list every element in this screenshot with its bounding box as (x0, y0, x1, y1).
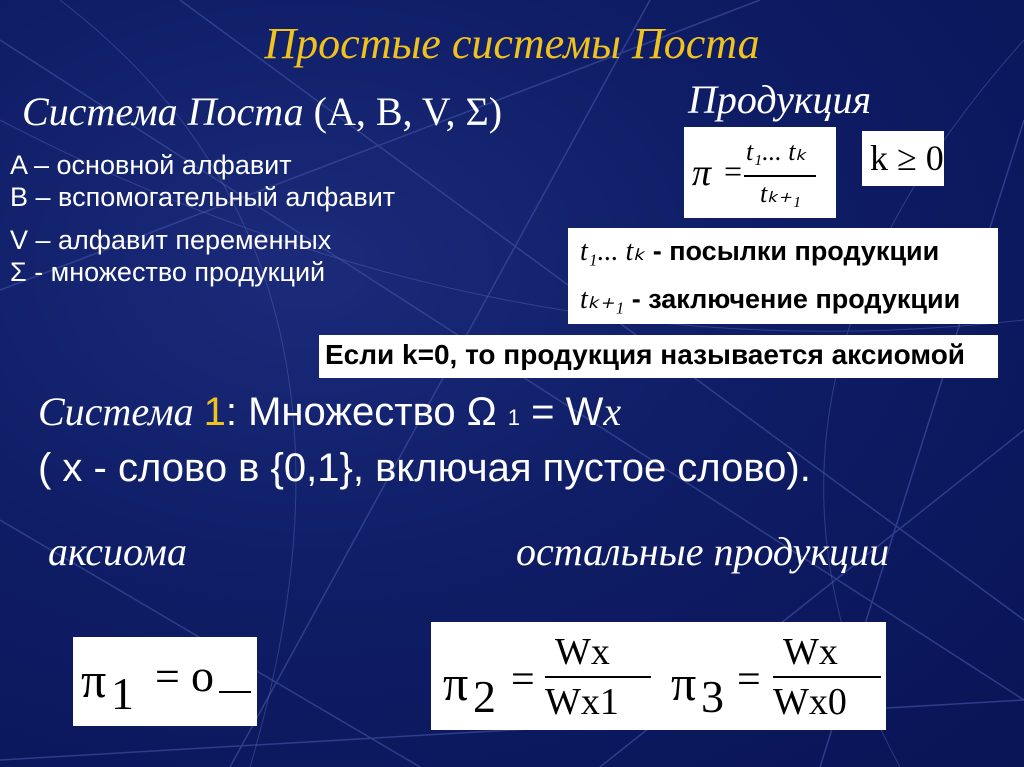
k-condition: k ≥ 0 (870, 138, 944, 178)
omega-subscript: 1 (507, 405, 521, 430)
pi3-subscript: 3 (701, 671, 724, 722)
pi2-pi3-formula-box (431, 622, 886, 730)
premises-row (580, 234, 939, 268)
pi3-equals: = (737, 657, 761, 703)
formula-numerator: t₁... tₖ (746, 137, 807, 166)
equals-sign: = (724, 153, 743, 189)
system1-number: 1 (203, 390, 226, 434)
premises-box (568, 228, 998, 324)
pi2-subscript: 2 (473, 671, 496, 722)
definition-b: B – вспомогательный алфавит (10, 182, 396, 212)
pi3-numerator: Wx (783, 631, 838, 673)
other-productions-label: остальные продукции (516, 529, 890, 574)
system-post-params: (A, B, V, Σ) (313, 89, 503, 134)
system1-rest: : Множество Ω (225, 390, 508, 434)
pi2-symbol: π (443, 655, 469, 711)
empty-word-underline (219, 691, 251, 693)
k-condition-box (862, 131, 944, 186)
pi3-fraction-bar (773, 676, 881, 678)
pi2-fraction-bar (545, 676, 651, 678)
formula-denominator: tₖ₊₁ (760, 179, 802, 208)
pi1-subscript: 1 (111, 668, 134, 719)
definition-v: V – алфавит переменных (10, 225, 332, 255)
premises-text: - посылки продукции (652, 236, 940, 266)
pi3-symbol: π (671, 655, 697, 711)
system1-line (38, 388, 621, 435)
system-post-heading (22, 88, 502, 135)
conclusion-row (580, 282, 960, 316)
pi1-value: o (191, 650, 214, 701)
axiom-note: Если k=0, то продукция называется аксиомой (325, 339, 966, 370)
premises-var: t₁... tₖ (580, 236, 646, 267)
system1-formula: = W (520, 390, 604, 434)
production-label: Продукция (688, 77, 872, 122)
pi2-equals: = (511, 657, 535, 703)
system-post-label: Система Поста (22, 89, 304, 134)
pi1-equals: = (155, 652, 180, 701)
system1-label: Система (38, 389, 204, 434)
pi2-numerator: Wx (555, 631, 610, 673)
definition-sigma: Σ - множество продукций (10, 257, 326, 287)
system1-note: ( x - слово в {0,1}, включая пустое слово). (38, 446, 811, 490)
pi1-formula-box (73, 637, 257, 726)
conclusion-text: - заключение продукции (631, 284, 961, 314)
pi1-symbol: π (81, 652, 107, 708)
pi3-denominator: Wx0 (773, 681, 847, 723)
pi2-denominator: Wx1 (545, 681, 619, 723)
fraction-bar (744, 175, 816, 177)
definition-a: A – основной алфавит (10, 150, 292, 180)
axiom-label: аксиома (48, 529, 187, 574)
slide-title: Простые системы Поста (264, 19, 760, 68)
axiom-note-box (319, 335, 998, 378)
pi-symbol: π (692, 152, 712, 194)
conclusion-var: tₖ₊₁ (580, 284, 625, 315)
system1-var: x (603, 389, 622, 434)
production-formula-box (684, 127, 836, 218)
